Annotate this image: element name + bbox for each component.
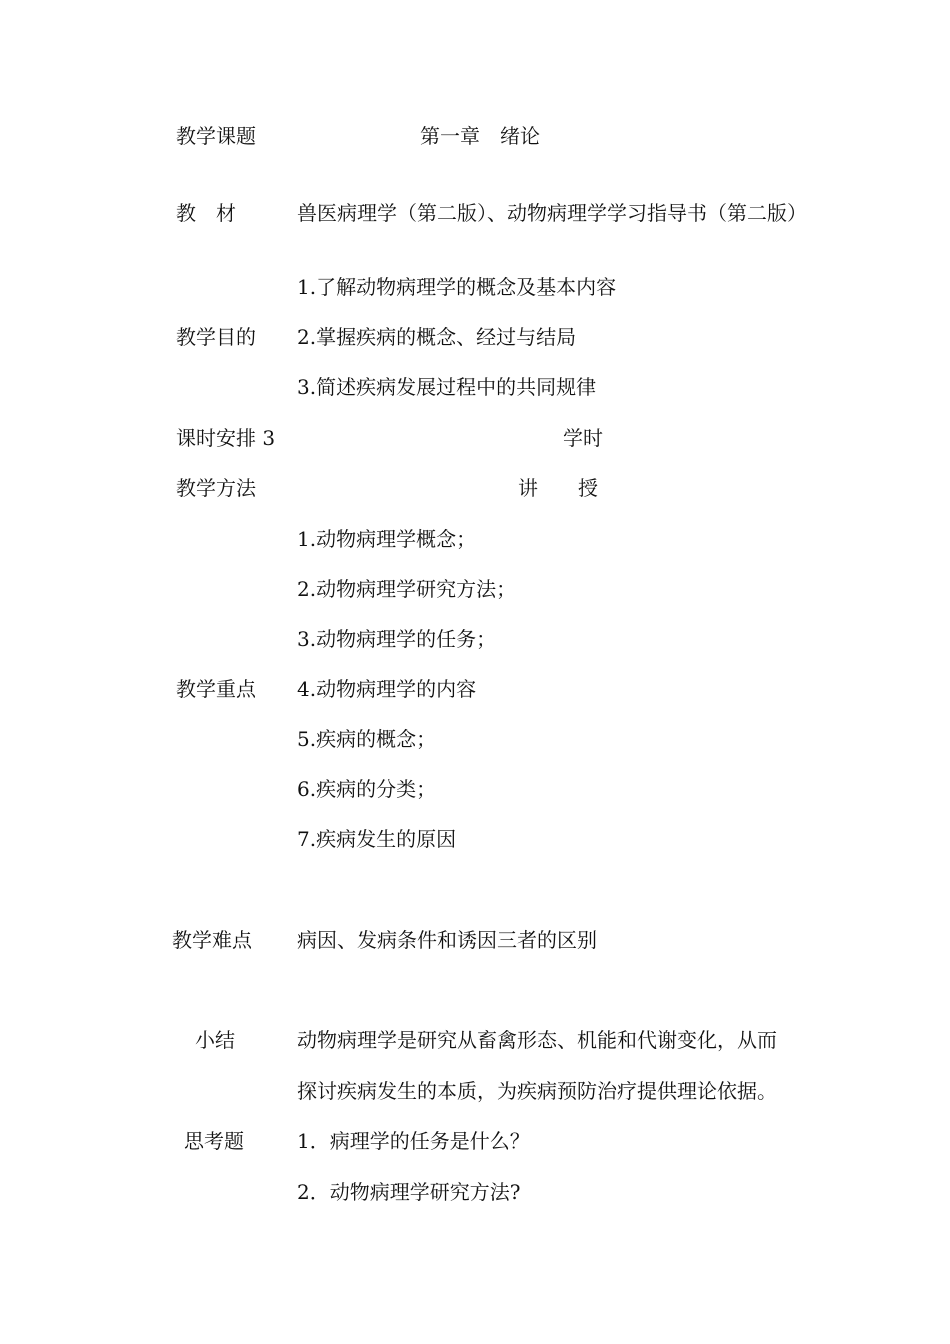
schedule-label: 课时安排 3	[176, 426, 276, 450]
difficulty-value: 病因、发病条件和诱因三者的区别	[297, 928, 597, 952]
method-label: 教学方法	[176, 476, 256, 500]
key-point-item-3: 3.动物病理学的任务；	[297, 627, 497, 651]
schedule-unit: 学时	[563, 426, 603, 450]
key-points-label: 教学重点	[176, 677, 256, 701]
difficulty-label: 教学难点	[172, 928, 252, 952]
question-item-1: 1．病理学的任务是什么？	[297, 1129, 530, 1153]
objective-item-2: 2.掌握疾病的概念、经过与结局	[297, 325, 577, 349]
key-point-item-4: 4.动物病理学的内容	[297, 677, 477, 701]
summary-line-1: 动物病理学是研究从畜禽形态、机能和代谢变化，从而	[297, 1028, 777, 1052]
method-value: 讲 授	[518, 476, 598, 500]
summary-label: 小结	[195, 1028, 235, 1052]
key-point-item-6: 6.疾病的分类；	[297, 777, 437, 801]
summary-line-2: 探讨疾病发生的本质，为疾病预防治疗提供理论依据。	[297, 1079, 777, 1103]
objectives-label: 教学目的	[176, 325, 256, 349]
textbook-value: 兽医病理学（第二版）、动物病理学学习指导书（第二版）	[297, 201, 807, 225]
question-item-2: 2．动物病理学研究方法?	[297, 1180, 521, 1204]
key-point-item-5: 5.疾病的概念；	[297, 727, 437, 751]
questions-label: 思考题	[184, 1129, 244, 1153]
objective-item-1: 1.了解动物病理学的概念及基本内容	[297, 275, 617, 299]
key-point-item-1: 1.动物病理学概念；	[297, 527, 477, 551]
key-point-item-7: 7.疾病发生的原因	[297, 827, 457, 851]
course-topic-value: 第一章 绪论	[420, 124, 540, 148]
textbook-label: 教 材	[176, 201, 236, 225]
objective-item-3: 3.简述疾病发展过程中的共同规律	[297, 375, 597, 399]
key-point-item-2: 2.动物病理学研究方法；	[297, 577, 517, 601]
course-topic-label: 教学课题	[176, 124, 256, 148]
